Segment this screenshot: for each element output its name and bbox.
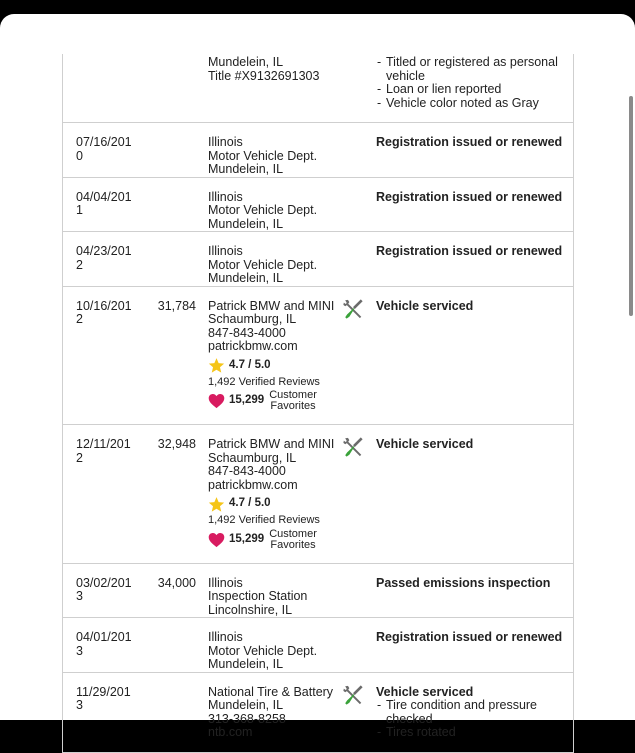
source-line: Motor Vehicle Dept.	[208, 203, 318, 217]
row-source	[208, 425, 342, 564]
date-text: 10/16/201	[76, 298, 132, 313]
source-line: 313-368-8258	[208, 711, 286, 726]
wrench-screwdriver-icon	[342, 298, 364, 320]
row-service-icon-cell	[342, 563, 372, 618]
date-text: 07/16/201	[76, 135, 132, 149]
date-text: 0	[76, 148, 83, 163]
verified-reviews-link[interactable]: 1,492 Verified Reviews	[208, 514, 320, 526]
comment-title: Vehicle serviced	[376, 684, 474, 699]
row-comments	[372, 425, 574, 564]
dealer-rating[interactable]	[208, 358, 342, 374]
source-website-link[interactable]: patrickbmw.com	[208, 339, 298, 353]
source-line: Illinois	[208, 630, 243, 644]
row-mileage	[136, 177, 208, 232]
row-source	[208, 286, 342, 425]
verified-reviews-link[interactable]: 1,492 Verified Reviews	[208, 375, 320, 388]
history-table	[62, 54, 574, 753]
favorites-label-line: Favorites	[270, 538, 316, 551]
source-line: Motor Vehicle Dept.	[208, 148, 318, 163]
comment-item: - Titled or registered as personal vehicle	[376, 56, 567, 83]
source-line: Illinois	[208, 189, 243, 204]
row-date	[63, 232, 137, 287]
source-line: Lincolnshire, IL	[208, 602, 293, 617]
row-service-icon-cell	[342, 232, 372, 287]
comment-title: Passed emissions inspection	[376, 575, 551, 590]
source-website-link[interactable]: ntb.com	[208, 725, 253, 739]
star-icon	[208, 357, 225, 374]
source-line: Motor Vehicle Dept.	[208, 643, 318, 658]
source-line: Mundelein, IL	[208, 216, 284, 231]
row-comments	[372, 123, 574, 178]
row-mileage: 34,000	[136, 563, 208, 618]
comment-title: Registration issued or renewed	[376, 244, 563, 258]
source-line: Illinois	[208, 244, 243, 258]
comment-item: - Tires rotated	[376, 726, 567, 740]
source-line: Motor Vehicle Dept.	[208, 257, 318, 272]
row-date	[63, 563, 137, 618]
date-text: 04/23/201	[76, 244, 132, 258]
comment-list	[376, 56, 567, 110]
source-line: Illinois	[208, 575, 243, 590]
row-date	[63, 672, 137, 752]
favorites-count: 15,299	[229, 394, 265, 407]
source-website-link[interactable]: patrickbmw.com	[208, 477, 298, 492]
row-date	[63, 123, 137, 178]
row-source	[208, 563, 342, 618]
row-comments	[372, 177, 574, 232]
row-source	[208, 618, 342, 673]
row-mileage: 32,948	[136, 425, 208, 564]
customer-favorites[interactable]	[208, 390, 342, 412]
wrench-screwdriver-icon	[342, 684, 364, 706]
row-source	[208, 232, 342, 287]
row-mileage	[136, 618, 208, 673]
history-row	[63, 672, 574, 752]
history-row	[63, 232, 574, 287]
history-row	[63, 618, 574, 673]
row-comments	[372, 286, 574, 425]
history-row	[63, 177, 574, 232]
favorites-label	[269, 390, 317, 412]
date-text: 12/11/201	[76, 437, 131, 451]
row-mileage	[136, 672, 208, 752]
comment-item: - Vehicle color noted as Gray	[376, 97, 567, 111]
heart-icon	[208, 393, 225, 409]
row-date	[63, 425, 137, 564]
row-service-icon-cell	[342, 425, 372, 564]
row-comments	[372, 618, 574, 673]
date-text: 3	[76, 589, 83, 603]
scrollbar[interactable]	[629, 96, 633, 316]
row-comments	[372, 672, 574, 752]
source-line: 847-843-4000	[208, 325, 286, 340]
source-line: Patrick BMW and MINI	[208, 298, 335, 313]
row-date	[63, 618, 137, 673]
date-text: 1	[76, 203, 83, 217]
comment-title: Registration issued or renewed	[376, 189, 563, 204]
history-row	[63, 563, 574, 618]
source-line: Title #X9132691303	[208, 68, 320, 83]
rating-value: 4.7 / 5.0	[229, 497, 271, 510]
heart-icon	[208, 532, 225, 548]
source-line: Schaumburg, IL	[208, 450, 297, 465]
row-comments	[372, 232, 574, 287]
row-service-icon-cell	[342, 177, 372, 232]
history-row	[63, 286, 574, 425]
row-comments	[372, 563, 574, 618]
date-text: 2	[76, 450, 83, 465]
date-text: 04/01/201	[76, 630, 132, 644]
row-mileage	[136, 123, 208, 178]
star-icon	[208, 496, 225, 513]
row-mileage	[136, 232, 208, 287]
source-line: Schaumburg, IL	[208, 312, 297, 326]
rating-value: 4.7 / 5.0	[229, 358, 271, 371]
row-source	[208, 54, 342, 123]
comment-item: - Tire condition and pressure checked	[376, 699, 567, 726]
customer-favorites[interactable]	[208, 529, 342, 551]
history-row	[63, 425, 574, 564]
history-row	[63, 54, 574, 123]
row-service-icon-cell	[342, 618, 372, 673]
row-service-icon-cell	[342, 54, 372, 123]
source-line: Mundelein, IL	[208, 271, 284, 285]
source-line: Patrick BMW and MINI	[208, 437, 335, 451]
date-text: 11/29/201	[76, 684, 131, 699]
comment-list	[376, 699, 567, 740]
dealer-rating[interactable]	[208, 496, 342, 512]
source-line: 847-843-4000	[208, 464, 286, 478]
row-service-icon-cell	[342, 286, 372, 425]
source-line: Mundelein, IL	[208, 162, 284, 176]
row-date	[63, 286, 137, 425]
row-source	[208, 672, 342, 752]
favorites-label	[269, 529, 317, 551]
comment-title: Vehicle serviced	[376, 437, 474, 451]
favorites-label-line: Customer	[269, 527, 317, 540]
row-date	[63, 54, 137, 123]
row-service-icon-cell	[342, 123, 372, 178]
date-text: 3	[76, 643, 83, 658]
favorites-label-line: Favorites	[270, 400, 316, 412]
row-mileage: 31,784	[136, 286, 208, 425]
row-service-icon-cell	[342, 672, 372, 752]
comment-title: Registration issued or renewed	[376, 135, 563, 149]
wrench-screwdriver-icon	[342, 436, 364, 458]
source-line: Mundelein, IL	[208, 657, 284, 671]
date-text: 2	[76, 312, 83, 326]
source-line: Mundelein, IL	[208, 698, 284, 712]
comment-item: - Loan or lien reported	[376, 83, 567, 97]
date-text: 3	[76, 698, 83, 712]
row-date	[63, 177, 137, 232]
comment-title: Vehicle serviced	[376, 298, 474, 313]
date-text: 04/04/201	[76, 189, 132, 204]
row-comments	[372, 54, 574, 123]
source-line: Mundelein, IL	[208, 55, 284, 69]
row-source	[208, 177, 342, 232]
row-mileage	[136, 54, 208, 123]
comment-title: Registration issued or renewed	[376, 630, 563, 644]
date-text: 2	[76, 257, 83, 272]
history-screen	[0, 14, 635, 739]
source-line: Illinois	[208, 135, 243, 149]
favorites-label-line: Customer	[269, 389, 317, 401]
date-text: 03/02/201	[76, 575, 132, 590]
source-line: Inspection Station	[208, 589, 308, 603]
row-source	[208, 123, 342, 178]
history-row	[63, 123, 574, 178]
favorites-count: 15,299	[229, 532, 265, 545]
source-line: National Tire & Battery	[208, 684, 334, 699]
